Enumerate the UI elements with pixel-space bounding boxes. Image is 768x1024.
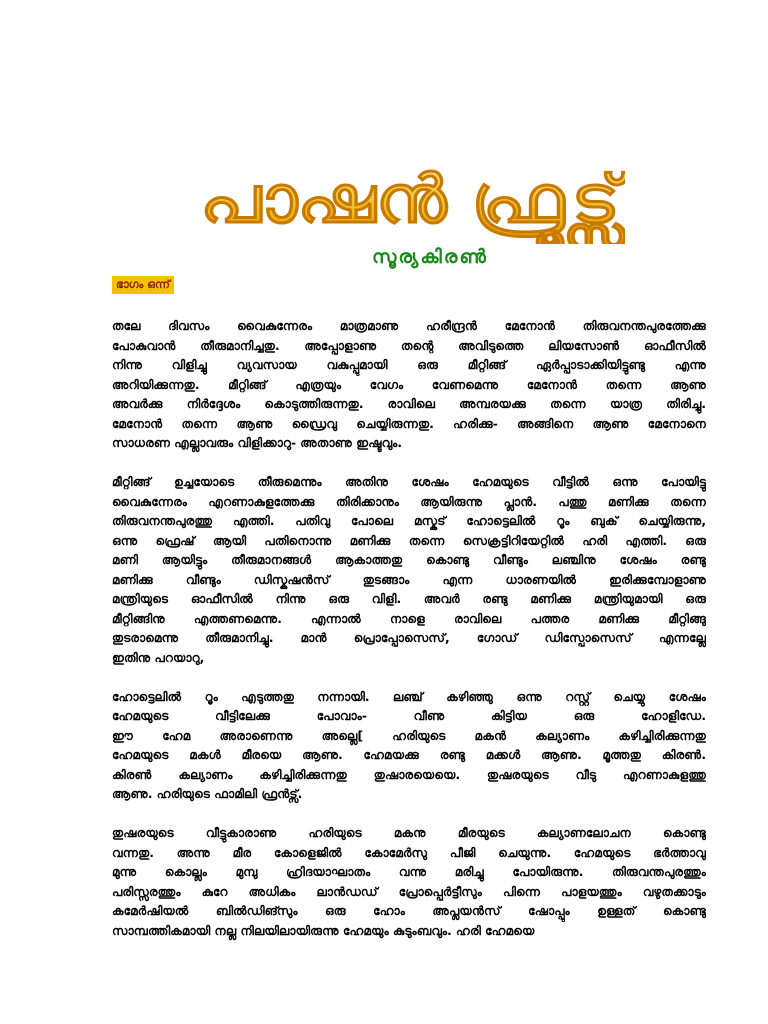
text-line: സാധരണ എല്ലാവരും വിളിക്കാറു- അതാണു ഇഷ്ടവും. xyxy=(112,436,403,450)
text-line: പരിസ്സരത്തും കുറേ അധികം ലാൻഡഡ് പ്രോപ്പെർട്ടീസും പിന്നെ പാളയത്തും വഴുതക്കാടും xyxy=(112,884,706,899)
text-line: കിരൺ കല്യാണം കഴിച്ചിരിക്കുന്നതു തുഷാരയെയെ. തുഷരയുടെ വീടു എറണാകുളത്തു xyxy=(112,767,706,782)
text-line: തലേ ദിവസം വൈകുന്നേരം മാത്രമാണു ഹരീന്ദ്രൻ മേനോൻ തിരുവനന്തപുരത്തേക്കു xyxy=(112,319,706,333)
part-label: ഭാഗം ഒന്ന് xyxy=(112,276,174,294)
text-line: അവർക്കു നിർദ്ദേശം കൊടുത്തിരുന്നതു. രാവിലെ അമ്പരയക്കു തന്നെ യാത്ര തിരിച്ചു. xyxy=(112,397,706,411)
text-line: ഒന്നു ഫ്രെഷ് ആയി പതിനൊന്നു മണിക്കു തന്നെ സെക്രട്ടിറിയേറ്റിൽ ഹരി എത്തി. ഒരു xyxy=(112,533,706,548)
paragraph xyxy=(112,473,706,668)
text-line: കമേർഷിയൽ ബിൽഡിങ്സും ഒരു ഹോം അപ്ലയൻസ് ഷോപ്പും ഉള്ളത് കൊണ്ടു xyxy=(112,904,706,918)
text-line: വൈകുന്നേരം എറണാകുളത്തേക്കു തിരിക്കാനും ആയിരുന്നു പ്ലാൻ. പത്തു മണിക്കു തന്നെ xyxy=(112,494,706,509)
text-line: ഇതിനു പറയാറു, xyxy=(112,650,205,665)
text-line: മന്ത്രിയുടെ ഓഫീസിൽ നിന്നു ഒരു വിളി. അവർ രണ്ടു മണിക്കു മന്ത്രിയുമായി ഒരു xyxy=(112,592,706,606)
story-title-graphic xyxy=(195,148,625,244)
text-line: ഹേമയുടെ വീട്ടിലേക്കു പോവാം- വീണു കിട്ടിയ ഒരു ഹോളിഡേ. xyxy=(112,709,706,723)
text-line: തിരുവനന്തപുരത്തു എത്തി. പതിവു പോലെ മസ്കട് ഹോട്ടെലിൽ റൂം ബുക് ചെയ്യിരുന്നു, xyxy=(112,514,706,528)
text-line: സാമ്പത്തികമായി നല്ല നിലയിലായിരുന്നു ഹേമയും കുടുംബവും. ഹരി ഹേമയെ xyxy=(112,923,535,938)
text-line: മീറ്റിങ്ങിനു എത്തണമെന്നു. എന്നാൽ നാളെ രാവിലെ പത്തര മണിക്കു മീറ്റിങ്ങു xyxy=(112,611,706,626)
text-line: മണിക്കു വീണ്ടും ഡിസ്കഷൻസ് തുടങ്ങാം എന്ന ധാരണയിൽ ഇരിക്കുമ്പോളാണു xyxy=(112,572,706,587)
text-line: അറിയിക്കുന്നതു. മീറ്റിങ്ങ് എത്രയും വേഗം വേണമെന്നു മേനോൻ തന്നെ ആണു xyxy=(112,377,706,392)
text-line: ഈ ഹേമ അരാണെന്നു അല്ലെ[ ഹരിയുടെ മകൻ കല്യാണം കഴിച്ചിരിക്കുന്നതു xyxy=(112,728,706,743)
author-name: സൂര്യകിരൺ xyxy=(371,246,489,268)
story-title-text: പാഷൻ ഫ്രൂട്സ് xyxy=(200,161,589,238)
text-line: മുന്നു കൊല്ലം മുമ്പു ഹ്രിദയാഘാതം വന്നു മരിച്ചു പോയിരുന്നു. തിരുവന്തപുരത്തും xyxy=(112,865,706,879)
text-line: തുഷരയുടെ വീട്ടുകാരാണു ഹരിയുടെ മകനു മീരയുടെ കല്യാണലോചന കൊണ്ടു xyxy=(112,826,706,840)
text-line: ഹേമയുടെ മകൾ മീരയെ ആണു. ഹേമയക്കു രണ്ടു മക്കൾ ആണു. മൂത്തതു കിരൺ. xyxy=(112,748,706,762)
text-line: മീറ്റിങ്ങ് ഉച്ചയോടെ തീരുമെന്നും അതിനു ശേഷം ഹേമയുടെ വീട്ടിൽ ഒന്നു പോയിട്ടു xyxy=(112,475,706,489)
text-line: മേനോൻ തന്നെ ആണു ഡ്രൈവു ചെയ്യിരുന്നതു. ഹരിക്കു- അങ്ങിനെ ആണു മേനോനെ xyxy=(112,416,706,431)
text-line: വന്നതു. അന്നു മീര കോളെജിൽ കോമേർസു പീജി ചെയുന്നു. ഹേമയുടെ ഭർത്താവു xyxy=(112,845,706,860)
text-line: ഹോട്ടെലിൽ റൂം എടുത്തതു നന്നായി. ലഞ്ച് കഴിഞ്ഞു ഒന്നു റസ്റ്റ് ചെയ്യു ശേഷം xyxy=(112,689,706,704)
story-title xyxy=(195,148,625,244)
text-line: നിന്നു വിളിച്ചു വ്യവസായ വകുപ്പുമായി ഒരു മീറ്റിങ്ങ് ഏർപ്പാടാക്കിയിട്ടുണ്ടു എന്നു xyxy=(112,358,706,372)
paragraph xyxy=(112,688,706,805)
text-line: ആണു. ഹരിയുടെ ഫാമിലി ഫ്രൻട്സ്. xyxy=(112,787,303,801)
story-body xyxy=(112,317,706,961)
paragraph xyxy=(112,317,706,454)
text-line: പോകുവാൻ തീരുമാനിച്ചതു. അപ്പോളാണു തന്റെ അവിടുത്തെ ലിയസോൺ ഓഫീസിൽ xyxy=(112,338,706,353)
paragraph xyxy=(112,824,706,941)
text-line: മണി ആയിട്ടും തീരുമാനങ്ങൾ ആകാത്തതു കൊണ്ടു വീണ്ടും ലഞ്ചിനു ശേഷം രണ്ടു xyxy=(112,553,706,567)
text-line: തുടരാമെന്നു തീരുമാനിച്ചു. മാൻ പ്രൊപ്പോസെസ്, ഗോഡ് ഡിസ്പോസെസ് എന്നല്ലേ xyxy=(112,631,706,645)
